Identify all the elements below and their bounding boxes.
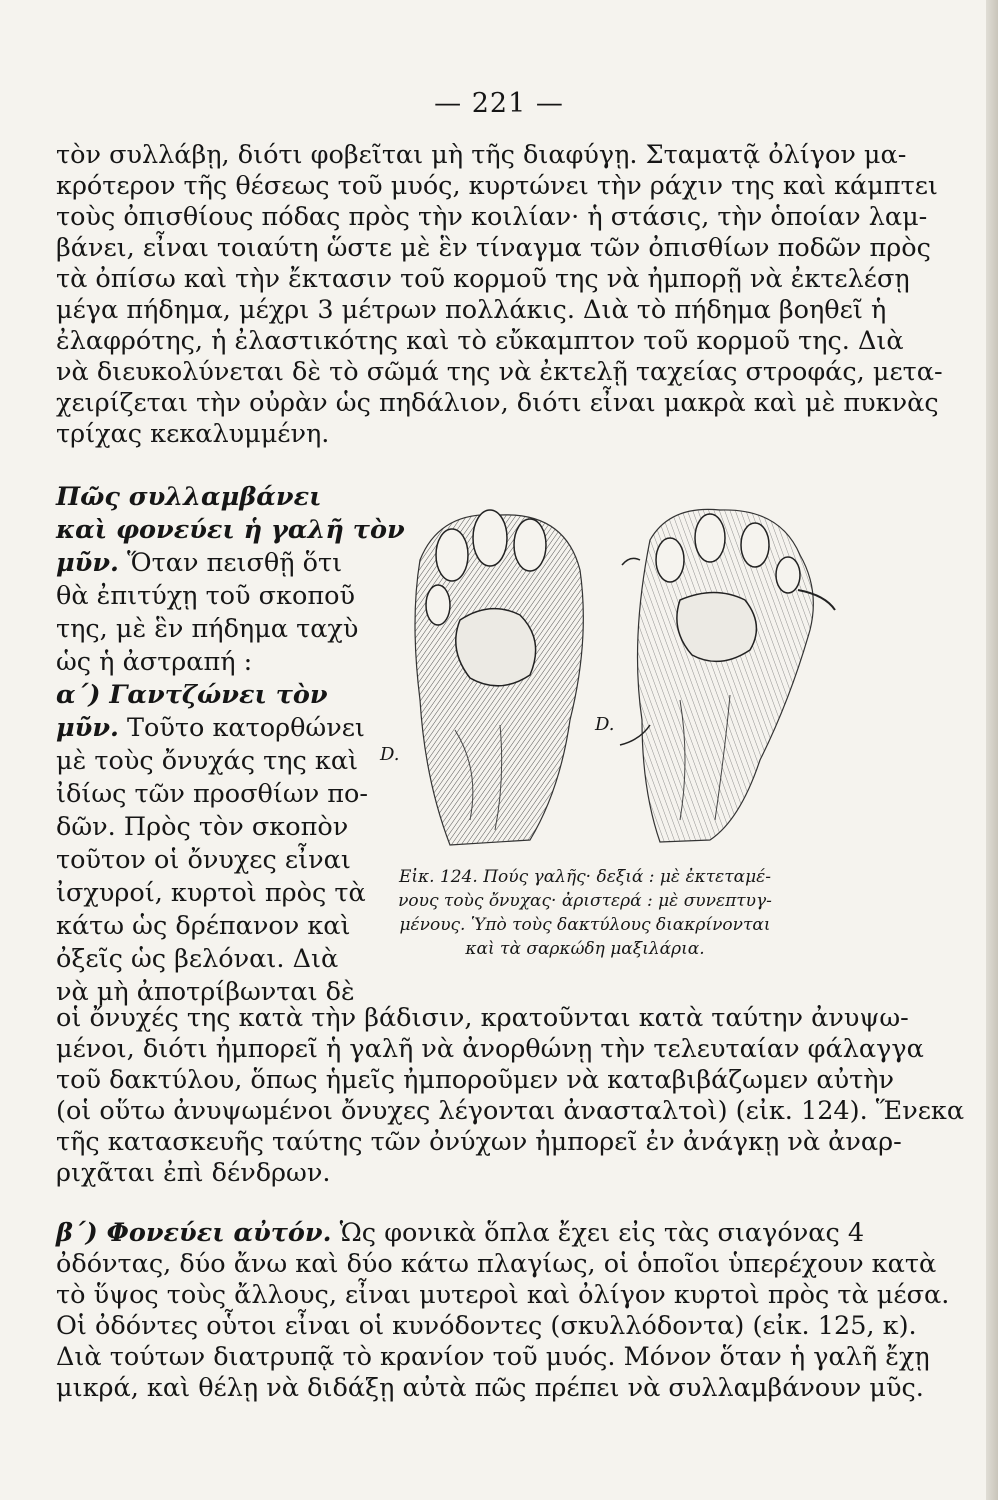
text-line [56,580,355,613]
top-paragraph [56,140,943,450]
text-line: τοῦ δακτύλου, ὅπως ἡμεῖς ἠμποροῦμεν νὰ καταβιβάζωμεν αὐτὴν [56,1065,894,1095]
text-line [56,1311,917,1342]
right-paw [620,509,835,842]
text-line: οἱ ὄνυχές της κατὰ τὴν βάδισιν, κρατοῦνται κατὰ ταύτην ἀνυψω- [56,1003,909,1033]
text-line: νὰ διευκολύνεται δὲ τὸ σῶμά της νὰ ἐκτελῇ ταχείας στροφάς, μετα- [56,357,943,387]
second-paragraph [56,1218,950,1404]
text-line: μένοι, διότι ἠμπορεῖ ἡ γαλῆ νὰ ἀνορθώνῃ τὴν τελευταίαν φάλαγγα [56,1034,924,1064]
cat-paws-figure [380,500,855,860]
left-paw-label: D. [380,744,400,765]
line-text: της, μὲ ἓν πήδημα ταχὺ [56,614,359,644]
line-text: μὲ τοὺς ὄνυχάς της καὶ [56,746,359,776]
line-text: ὀδόντας, δύο ἄνω καὶ δύο κάτω πλαγίως, οἱ ὁποῖοι ὑπερέχουν κατὰ [56,1249,937,1279]
line-text: θὰ ἐπιτύχῃ τοῦ σκοποῦ [56,581,355,611]
side-column [56,481,405,1009]
line-text: ἰδίως τῶν προσθίων πο- [56,779,369,809]
text-line [56,1373,924,1404]
line-text: τοῦτον οἱ ὄνυχες εἶναι [56,845,351,875]
text-line [56,745,359,778]
text-line: κρότερον τῆς θέσεως τοῦ μυός, κυρτώνει τὴν ράχιν της καὶ κάμπτει [56,171,938,201]
line-text: κάτω ὡς δρέπανον καὶ [56,911,351,941]
text-line [56,1280,950,1311]
italic-heading: Πῶς συλλαμβάνει [56,482,322,512]
text-line [56,547,343,580]
text-line: βάνει, εἶναι τοιαύτη ὥστε μὲ ἓν τίναγμα τῶν ὀπισθίων ποδῶν πρὸς [56,233,931,263]
text-line [56,481,334,514]
text-line: ριχᾶται ἐπὶ δένδρων. [56,1158,331,1188]
text-line [56,844,351,877]
text-line [56,514,405,547]
text-line: τῆς κατασκευῆς ταύτης τῶν ὀνύχων ἠμπορεῖ ἐν ἀνάγκῃ νὰ ἀναρ- [56,1127,902,1157]
caption-line: Εἰκ. 124. Πούς γαλῆς· δεξιά : μὲ ἐκτεταμέ- [398,867,772,887]
line-text: ὡς ἡ ἀστραπή : [56,647,253,677]
text-line [56,943,339,976]
caption-line: καὶ τὰ σαρκώδη μαξιλάρια. [465,939,705,959]
italic-heading: μῦν. [56,713,119,743]
bottom-paragraph [56,1003,965,1189]
right-paw-label: D. [595,714,615,735]
text-line [56,811,349,844]
text-line: τρίχας κεκαλυμμένη. [56,419,330,449]
line-text: Ὅταν πεισθῇ ὅτι [118,548,343,578]
caption-line: μένους. Ὑπὸ τοὺς δακτύλους διακρίνονται [399,915,771,935]
caption-line: νους τοὺς ὄνυχας· ἀριστερά : μὲ συνεπτυγ- [398,891,772,911]
text-line [56,1218,865,1249]
text-line: (οἱ οὕτω ἀνυψωμένοι ὄνυχες λέγονται ἀνασταλτοὶ) (εἰκ. 124). Ἕνεκα [56,1096,965,1126]
text-line [56,646,334,679]
text-line [56,910,351,943]
text-line: τοὺς ὀπισθίους πόδας πρὸς τὴν κοιλίαν· ἡ στάσις, τὴν ὁποίαν λαμ- [56,202,928,232]
line-text: Οἱ ὀδόντες οὗτοι εἶναι οἱ κυνόδοντες (σκυλλόδοντα) (εἰκ. 125, κ). [56,1311,917,1341]
italic-heading: β΄) Φονεύει αὐτόν. [56,1218,332,1248]
text-line: χειρίζεται τὴν οὐρὰν ὡς πηδάλιον, διότι εἶναι μακρὰ καὶ μὲ πυκνὰς [56,388,939,418]
text-line: ἐλαφρότης, ἡ ἐλαστικότης καὶ τὸ εὔκαμπτον τοῦ κορμοῦ της. Διὰ [56,326,904,356]
text-line [56,679,334,712]
line-text: ὀξεῖς ὡς βελόναι. Διὰ [56,944,339,974]
page-number: — 221 — [434,88,564,119]
line-text: τὸ ὕψος τοὺς ἄλλους, εἶναι μυτεροὶ καὶ ὀλίγον κυρτοὶ πρὸς τὰ μέσα. [56,1280,950,1310]
italic-heading: α΄) Γαντζώνει τὸν [56,680,328,710]
line-text: Τοῦτο κατορθώνει [118,713,365,743]
italic-heading: καὶ φονεύει ἡ γαλῆ τὸν [56,515,405,545]
text-line [56,1249,937,1280]
line-text: νὰ μὴ ἀποτρίβωνται δὲ [56,977,355,1007]
text-line [56,1342,930,1373]
text-line [56,613,359,646]
italic-heading: μῦν. [56,548,119,578]
line-text: ἰσχυροί, κυρτοὶ πρὸς τὰ [56,878,366,908]
left-paw [415,510,583,845]
line-text: Ὡς φονικὰ ὅπλα ἔχει εἰς τὰς σιαγόνας 4 [331,1218,865,1248]
cat-paw-illustration [380,500,855,860]
text-line: μέγα πήδημα, μέχρι 3 μέτρων πολλάκις. Διὰ τὸ πήδημα βοηθεῖ ἡ [56,295,887,325]
text-line: τὰ ὀπίσω καὶ τὴν ἔκτασιν τοῦ κορμοῦ της νὰ ἠμπορῇ νὰ ἐκτελέσῃ [56,264,910,294]
text-line [56,778,369,811]
line-text: Διὰ τούτων διατρυπᾷ τὸ κρανίον τοῦ μυός. Μόνον ὅταν ἡ γαλῆ ἔχῃ [56,1342,930,1372]
text-line: τὸν συλλάβῃ, διότι φοβεῖται μὴ τῆς διαφύγῃ. Σταματᾷ ὀλίγον μα- [56,140,907,170]
line-text: δῶν. Πρὸς τὸν σκοπὸν [56,812,349,842]
line-text: μικρά, καὶ θέλῃ νὰ διδάξῃ αὐτὰ πῶς πρέπει νὰ συλλαμβάνουν μῦς. [56,1373,924,1403]
figure-caption [350,865,820,961]
text-line [56,877,366,910]
text-line [56,712,365,745]
